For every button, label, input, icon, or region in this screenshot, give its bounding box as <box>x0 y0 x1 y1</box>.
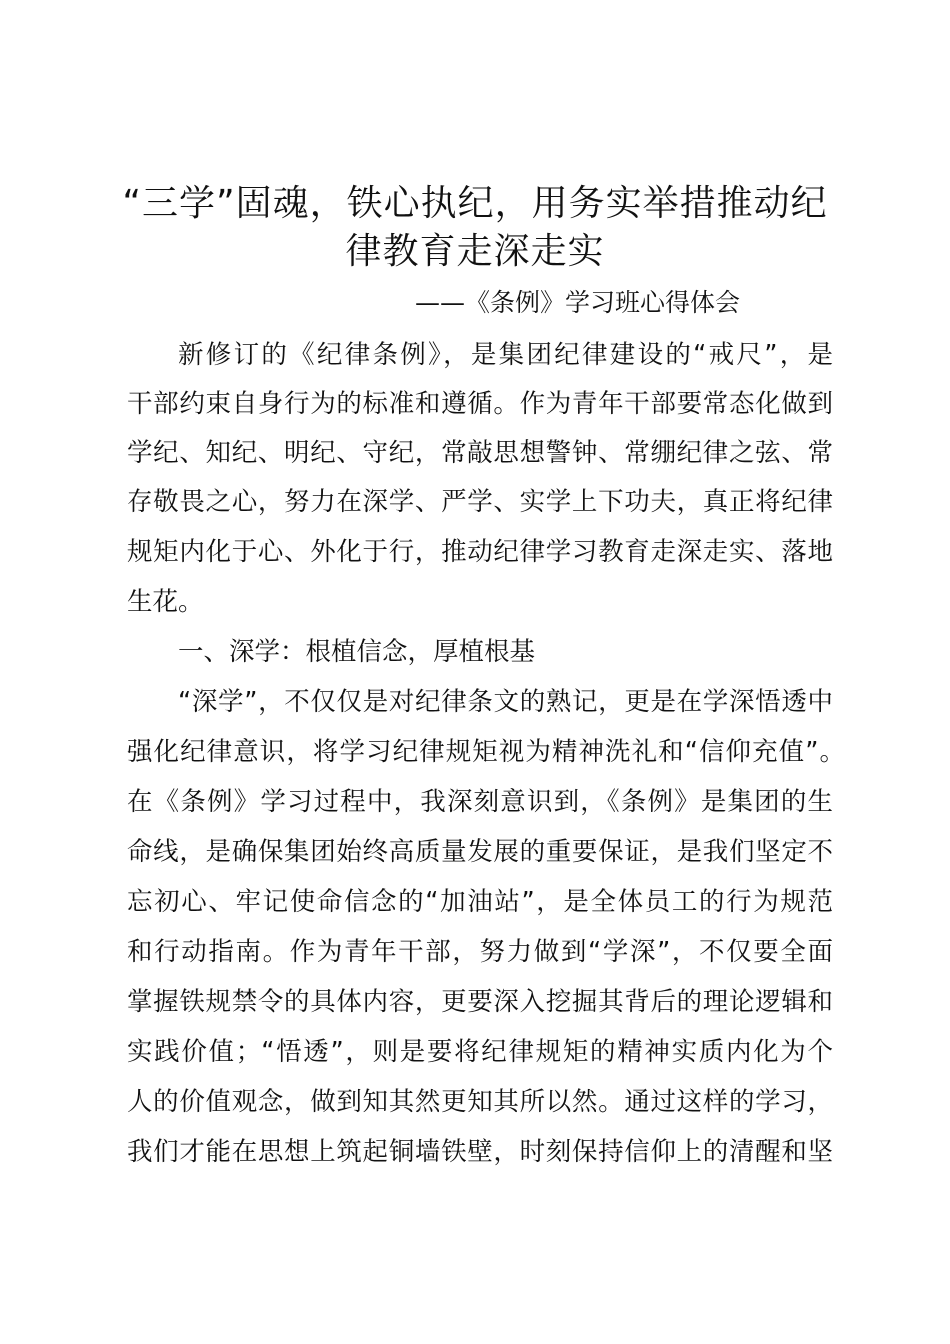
paragraph-line: 人的价值观念，做到知其然更知其所以然。通过这样的学习， <box>127 1087 833 1117</box>
paragraph-line: 干部约束自身行为的标准和遵循。作为青年干部要常态化做到 <box>127 389 833 419</box>
paragraph-line: 生花。 <box>127 587 204 617</box>
document-subtitle: ——《条例》学习班心得体会 <box>414 288 740 317</box>
paragraph-line: 忘初心、牢记使命信念的“加油站”，是全体员工的行为规范 <box>127 887 833 917</box>
paragraph-line: 我们才能在思想上筑起铜墙铁壁，时刻保持信仰上的清醒和坚 <box>127 1137 833 1167</box>
paragraph-line: 强化纪律意识，将学习纪律规矩视为精神洗礼和“信仰充值”。 <box>127 737 845 767</box>
document-title-line-2: 律教育走深走实 <box>345 231 605 272</box>
document-title-line-1: “三学”固魂，铁心执纪，用务实举措推动纪 <box>122 183 828 224</box>
paragraph-line: 和行动指南。作为青年干部，努力做到“学深”，不仅要全面 <box>127 937 833 967</box>
paragraph-line: 命线，是确保集团始终高质量发展的重要保证，是我们坚定不 <box>127 837 833 867</box>
paragraph-line: 新修订的《纪律条例》，是集团纪律建设的“戒尺”，是 <box>178 340 833 370</box>
paragraph-line: 在《条例》学习过程中，我深刻意识到，《条例》是集团的生 <box>127 787 833 817</box>
paragraph-line: 学纪、知纪、明纪、守纪，常敲思想警钟、常绷纪律之弦、常 <box>127 438 833 468</box>
section-heading: 一、深学：根植信念，厚植根基 <box>178 637 536 667</box>
paragraph-line: 规矩内化于心、外化于行，推动纪律学习教育走深走实、落地 <box>127 537 833 567</box>
paragraph-line: 掌握铁规禁令的具体内容，更要深入挖掘其背后的理论逻辑和 <box>127 987 833 1017</box>
paragraph-line: 存敬畏之心，努力在深学、严学、实学上下功夫，真正将纪律 <box>127 487 833 517</box>
paragraph-line: “深学”，不仅仅是对纪律条文的熟记，更是在学深悟透中 <box>178 687 833 717</box>
paragraph-line: 实践价值；“悟透”，则是要将纪律规矩的精神实质内化为个 <box>127 1037 833 1067</box>
